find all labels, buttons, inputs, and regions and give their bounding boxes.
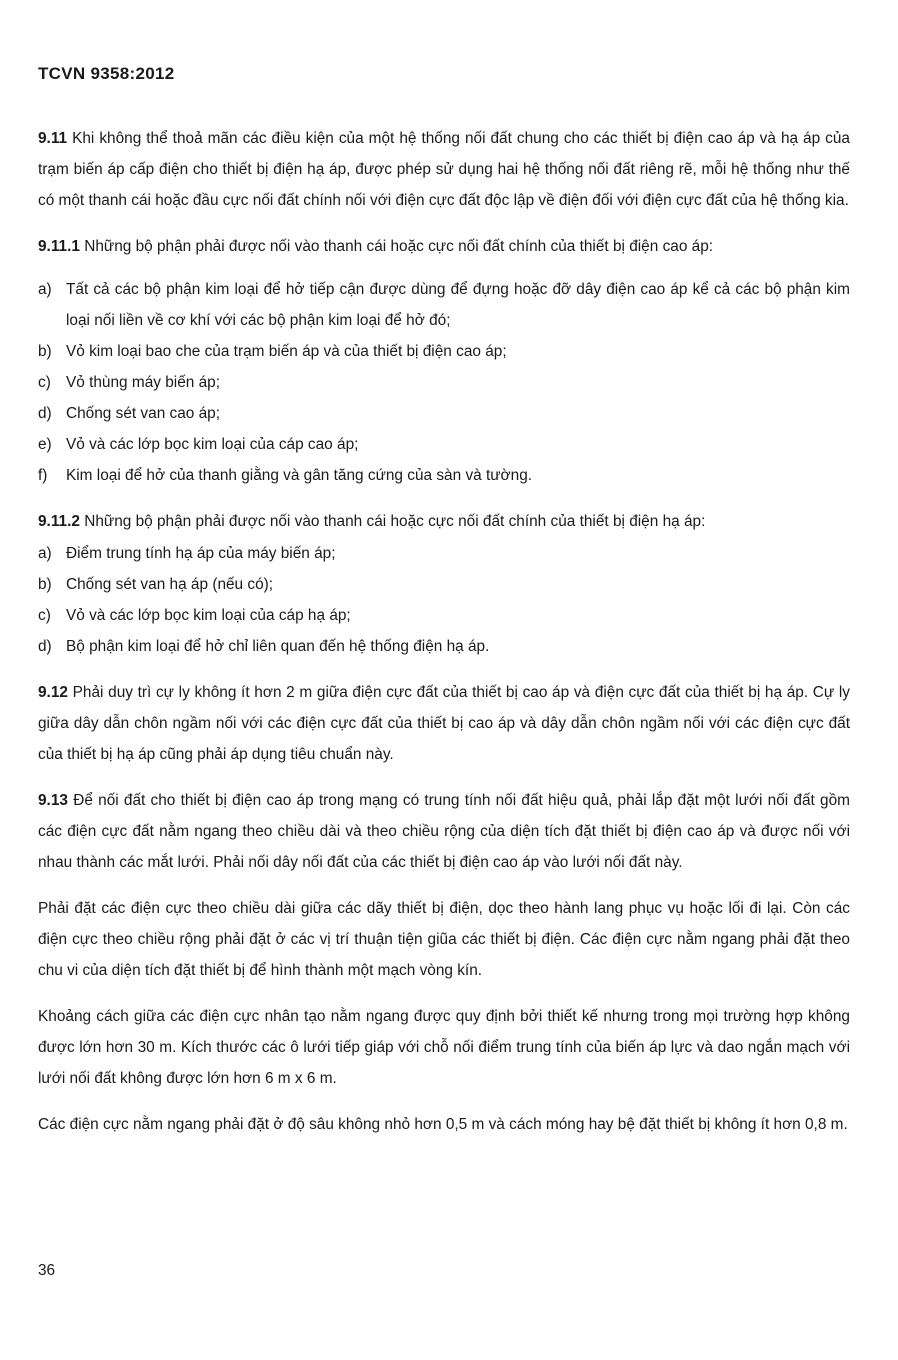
section-number: 9.11.2 (38, 513, 80, 530)
list-marker: d) (38, 405, 52, 422)
list-marker: d) (38, 638, 52, 655)
section-text: Khi không thể thoả mãn các điều kiện của một hệ thống nối đất chung cho các thiết bị điện cao áp và hạ áp của trạm biến áp cấp điện cho thiết bị điện hạ áp, được phép sử dụng hai hệ thống nối đất riêng rẽ, mỗi hệ thống như thế có một thanh cái hoặc đầu cực nối đất chính nối với điện cực đất độc lập về điện đối với điện cực đất của hệ thống kia. (38, 130, 850, 209)
paragraph: Các điện cực nằm ngang phải đặt ở độ sâu không nhỏ hơn 0,5 m và cách móng hay bệ đặt thiết bị không ít hơn 0,8 m. (38, 1116, 848, 1133)
list-9-11-1 (38, 274, 850, 491)
list-marker: b) (38, 343, 52, 360)
section-number: 9.13 (38, 792, 68, 809)
list-item-text: Chống sét van cao áp; (66, 405, 221, 422)
list-9-11-2 (38, 538, 850, 662)
list-item-text: Tất cả các bộ phận kim loại để hở tiếp cận được dùng để đựng hoặc đỡ dây điện cao áp kể cả các bộ phận kim loại nối liền về cơ khí với các bộ phận kim loại để hở đó; (66, 281, 850, 329)
section-text: Những bộ phận phải được nối vào thanh cái hoặc cực nối đất chính của thiết bị điện hạ áp: (84, 513, 706, 530)
list-item-text: Bộ phận kim loại để hở chỉ liên quan đến hệ thống điện hạ áp. (66, 638, 490, 655)
list-marker: a) (38, 281, 52, 298)
list-marker: c) (38, 374, 51, 391)
list-marker: e) (38, 436, 52, 453)
list-marker: c) (38, 607, 51, 624)
list-item (38, 600, 850, 631)
page-number: 36 (38, 1262, 56, 1279)
list-item-text: Kim loại để hở của thanh giằng và gân tăng cứng của sàn và tường. (66, 467, 533, 484)
list-item (38, 429, 850, 460)
list-item (38, 538, 850, 569)
list-marker: a) (38, 545, 52, 562)
section-9-13 (38, 785, 850, 878)
section-9-11 (38, 123, 850, 216)
list-item (38, 569, 850, 600)
section-number: 9.11.1 (38, 238, 80, 255)
list-item (38, 336, 850, 367)
paragraph: Khoảng cách giữa các điện cực nhân tạo nằm ngang được quy định bởi thiết kế nhưng trong mọi trường hợp không được lớn hơn 30 m. Kích thước các ô lưới tiếp giáp với chỗ nối điểm trung tính của biến áp lực và dao ngắn mạch với lưới nối đất không được lớn hơn 6 m x 6 m. (38, 1008, 850, 1087)
list-item-text: Chống sét van hạ áp (nếu có); (66, 576, 274, 593)
document-body (38, 123, 850, 1155)
list-item-text: Vỏ và các lớp bọc kim loại của cáp hạ áp; (66, 607, 351, 624)
section-number: 9.11 (38, 130, 68, 147)
list-item (38, 631, 850, 662)
list-item-text: Vỏ kim loại bao che của trạm biến áp và của thiết bị điện cao áp; (66, 343, 507, 360)
section-9-11-1 (38, 231, 850, 262)
section-number: 9.12 (38, 684, 68, 701)
list-item (38, 460, 850, 491)
list-item (38, 274, 850, 336)
section-text: Để nối đất cho thiết bị điện cao áp trong mạng có trung tính nối đất hiệu quả, phải lắp đặt một lưới nối đất gồm các điện cực đất nằm ngang theo chiều dài và theo chiều rộng của diện tích đặt thiết bị điện cao áp và được nối với nhau thành các mắt lưới. Phải nối dây nối đất của các thiết bị điện cao áp vào lưới nối đất này. (38, 792, 851, 871)
section-text: Những bộ phận phải được nối vào thanh cái hoặc cực nối đất chính của thiết bị điện cao áp: (84, 238, 714, 255)
paragraph: Phải đặt các điện cực theo chiều dài giữa các dãy thiết bị điện, dọc theo hành lang phục vụ hoặc lối đi lại. Còn các điện cực theo chiều rộng phải đặt ở các vị trí thuận tiện giũa các thiết bị điện. Các điện cực nằm ngang phải đặt theo chu vi của diện tích đặt thiết bị để hình thành một mạch vòng kín. (38, 900, 850, 979)
section-text: Phải duy trì cự ly không ít hơn 2 m giữa điện cực đất của thiết bị cao áp và điện cực đất của thiết bị hạ áp. Cự ly giữa dây dẫn chôn ngầm nối với các điện cực đất của thiết bị cao áp và dây dẫn chôn ngầm nối với các điện cực đất của thiết bị hạ áp cũng phải áp dụng tiêu chuẩn này. (38, 684, 850, 763)
list-marker: f) (38, 467, 48, 484)
list-item-text: Điểm trung tính hạ áp của máy biến áp; (66, 545, 336, 562)
section-9-11-2 (38, 506, 850, 537)
list-item-text: Vỏ và các lớp bọc kim loại của cáp cao áp; (66, 436, 359, 453)
list-item (38, 367, 850, 398)
list-marker: b) (38, 576, 52, 593)
standard-code-header: TCVN 9358:2012 (38, 64, 175, 83)
list-item-text: Vỏ thùng máy biến áp; (66, 374, 221, 391)
section-9-12 (38, 677, 850, 770)
list-item (38, 398, 850, 429)
